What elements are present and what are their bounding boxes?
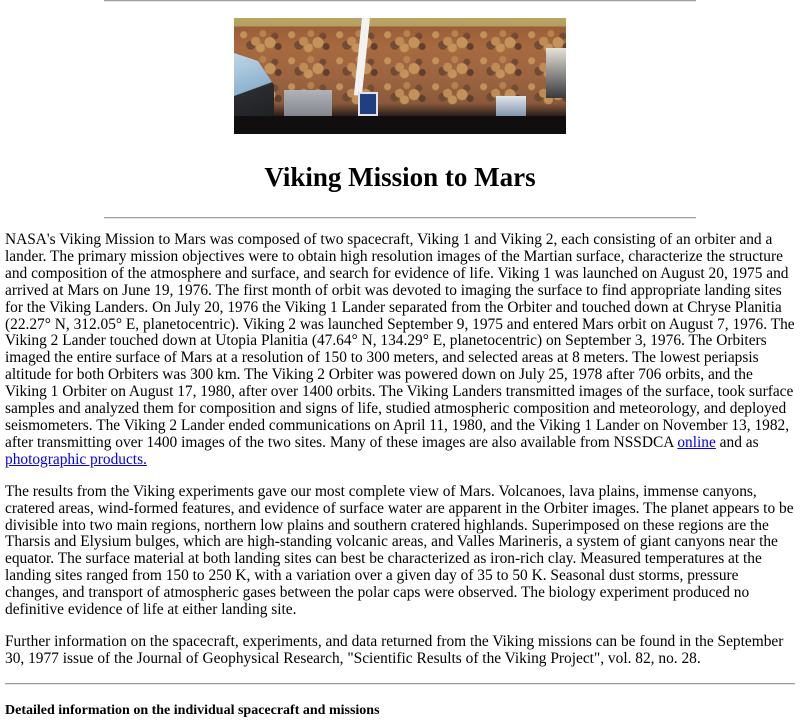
paragraph-further-info: Further information on the spacecraft, experiments, and data returned from the Viking missions can be found in the September 30, 1977 issue of the Journal of Geophysical Research, "Scientific Results of the Viking Project", vol. 82, no. 28. [5,632,784,667]
mars-surface-image [234,18,566,134]
overview-connector: and as [715,433,759,451]
lander-device-right [546,48,566,98]
online-link[interactable]: online [677,433,716,451]
top-divider [104,0,697,2]
sampler-arm-head [358,92,378,116]
lander-panel-right [496,96,526,118]
paragraph-results: The results from the Viking experiments gave our most complete view of Mars. Volcanoes, lava plains, immense canyons, cratered areas, wind-formed features, and evidence of surface water are apparent in the Orbiter images. The planet appears to be divisible into two main regions, northern low plains and southern cratered highlands. Superimposed on these regions are the Tharsis and Elysium bulges, which are high-standing volcanic areas, and Valles Marineris, a system of giant canyons near the equator. The surface material at both landing sites can best be characterized as iron-rich clay. Measured temperatures at the landing sites ranged from 150 to 250 K, with a variation over a given day of 35 to 50 K. Seasonal dust storms, pressure changes, and transport of atmospheric gases between the polar caps were observed. The biology experiment produced no definitive evidence of life at either landing site. [5,482,794,619]
page-title: Viking Mission to Mars [264,162,536,192]
banner-container [5,18,795,134]
overview-text: NASA's Viking Mission to Mars was composed of two spacecraft, Viking 1 and Viking 2, each consisting of an orbiter and a lander. The primary mission objectives were to obtain high resolution images of the Martian surface, characterize the structure and composition of the atmosphere and surface, and search for evidence of life. Viking 1 was launched on August 20, 1975 and arrived at Mars on June 19, 1976. The first month of orbit was devoted to imaging the surface to find appropriate landing sites for the Viking Landers. On July 20, 1976 the Viking 1 Lander separated from the Orbiter and touched down at Chryse Planitia (22.27° N, 312.05° E, planetocentric). Viking 2 was launched September 9, 1975 and entered Mars orbit on August 7, 1976. The Viking 2 Lander touched down at Utopia Planitia (47.64° N, 134.29° E, planetocentric) on September 3, 1976. The Orbiters imaged the entire surface of Mars at a resolution of 150 to 300 meters, and selected areas at 8 meters. The lowest periapsis altitude for both Orbiters was 300 km. The Viking 2 Orbiter was powered down on July 25, 1978 after 706 orbits, and the Viking 1 Orbiter on August 17, 1980, after over 1400 orbits. The Viking Landers transmitted images of the surface, took surface samples and analyzed them for composition and signs of life, studied atmospheric composition and meteorology, and deployed seismometers. The Viking 2 Lander ended communications on April 11, 1980, and the Viking 1 Lander on November 13, 1982, after transmitting over 1400 images of the two sites. Many of these images are also available from NSSDCA [5,231,795,451]
paragraph-overview [5,232,795,469]
photographic-products-link[interactable]: photographic products. [5,450,147,468]
title-divider [104,217,697,219]
section-heading-details: Detailed information on the individual spacecraft and missions [5,702,380,718]
lander-shadow [234,116,566,134]
section-divider [5,683,795,685]
